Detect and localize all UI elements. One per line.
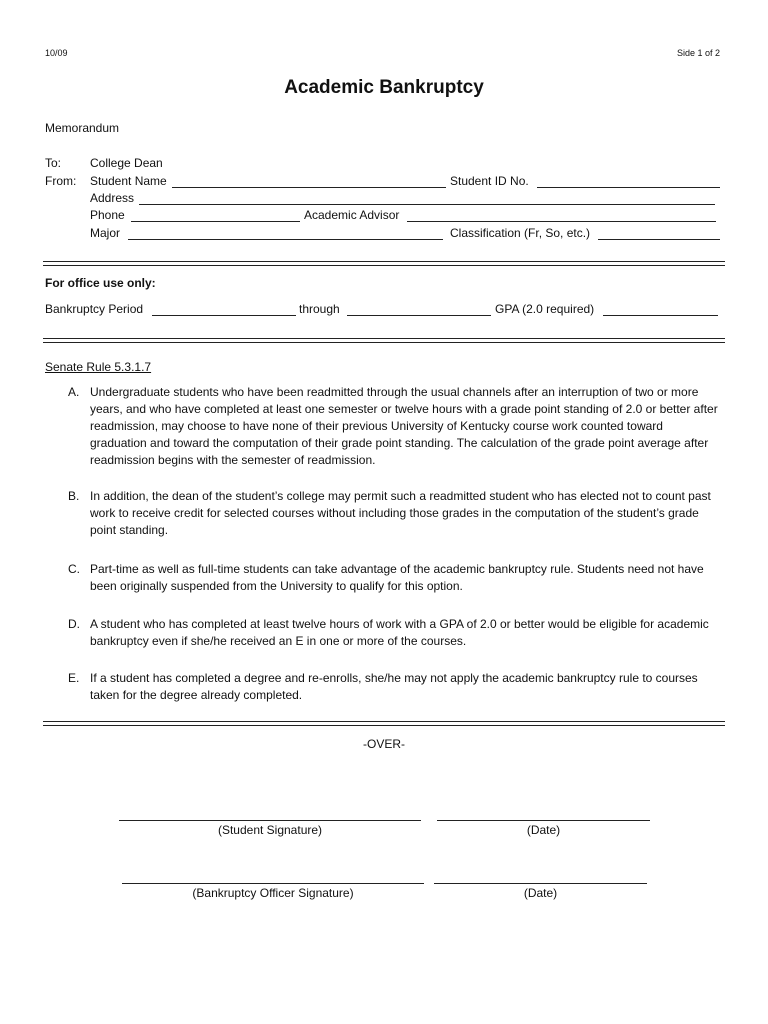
over-indicator: -OVER-	[363, 737, 405, 751]
classification-field[interactable]	[598, 239, 720, 240]
gpa-label: GPA (2.0 required)	[495, 302, 595, 316]
section-divider	[43, 338, 725, 343]
section-divider	[43, 261, 725, 266]
officer-signature-label: (Bankruptcy Officer Signature)	[192, 886, 354, 900]
rule-item	[68, 616, 718, 650]
phone-field[interactable]	[131, 221, 300, 222]
date-line[interactable]	[434, 883, 647, 884]
to-value: College Dean	[90, 156, 163, 170]
academic-advisor-field[interactable]	[407, 221, 716, 222]
bankruptcy-period-end-field[interactable]	[347, 315, 491, 316]
office-use-heading: For office use only:	[45, 276, 156, 290]
memorandum-label: Memorandum	[45, 121, 120, 135]
rule-item	[68, 384, 718, 469]
date-label: (Date)	[523, 886, 558, 900]
student-name-field[interactable]	[172, 187, 446, 188]
senate-rule-heading: Senate Rule 5.3.1.7	[45, 360, 152, 374]
rule-text: Undergraduate students who have been readmitted through the usual channels after an interruption of two or more years, and who have completed at least one semester or twelve hours with a grade point standing of 2.0 or better after readmission, may choose to have none of their previous University of Kentucky course work counted toward graduation and toward the computation of their grade point standing. The calculation of the grade point average after readmission begins with the semester of readmission.	[90, 385, 718, 467]
gpa-field[interactable]	[603, 315, 718, 316]
page-side-indicator: Side 1 of 2	[676, 48, 720, 58]
rule-item	[68, 670, 718, 704]
date-line[interactable]	[437, 820, 650, 821]
rule-letter: B.	[68, 489, 80, 503]
rule-text: Part-time as well as full-time students can take advantage of the academic bankruptcy rule. Students need not have been originally suspended from the University to qualify for this option.	[90, 562, 704, 593]
rule-text: A student who has completed at least twelve hours of work with a GPA of 2.0 or better would be eligible for academic bankruptcy even if she/he received an E in one or more of the courses.	[90, 617, 709, 648]
date-label: (Date)	[526, 823, 561, 837]
bankruptcy-period-start-field[interactable]	[152, 315, 296, 316]
page-title: Academic Bankruptcy	[284, 77, 484, 98]
phone-label: Phone	[90, 208, 125, 222]
to-label: To:	[45, 156, 62, 170]
student-id-label: Student ID No.	[450, 174, 529, 188]
address-label: Address	[90, 191, 135, 205]
major-field[interactable]	[128, 239, 443, 240]
from-label: From:	[45, 174, 77, 188]
rule-text: In addition, the dean of the student’s college may permit such a readmitted student who has elected not to count past work to receive credit for selected courses without including those grades in the computation of the student’s grade point standing.	[90, 489, 711, 537]
bankruptcy-period-label: Bankruptcy Period	[45, 302, 144, 316]
major-label: Major	[90, 226, 121, 240]
rule-letter: C.	[68, 562, 80, 576]
student-name-label: Student Name	[90, 174, 167, 188]
rule-item	[68, 561, 718, 595]
classification-label: Classification (Fr, So, etc.)	[450, 226, 591, 240]
through-label: through	[299, 302, 340, 316]
rule-letter: A.	[68, 385, 80, 399]
officer-signature-line[interactable]	[122, 883, 424, 884]
rule-letter: E.	[68, 671, 80, 685]
rule-text: If a student has completed a degree and re-enrolls, she/he may not apply the academic bankruptcy rule to courses taken for the degree already completed.	[90, 671, 698, 702]
address-field[interactable]	[139, 204, 715, 205]
student-signature-label: (Student Signature)	[217, 823, 323, 837]
rule-item	[68, 488, 718, 539]
academic-advisor-label: Academic Advisor	[304, 208, 400, 222]
revision-date: 10/09	[45, 48, 68, 58]
rule-letter: D.	[68, 617, 80, 631]
student-signature-line[interactable]	[119, 820, 421, 821]
section-divider	[43, 721, 725, 726]
student-id-field[interactable]	[537, 187, 720, 188]
